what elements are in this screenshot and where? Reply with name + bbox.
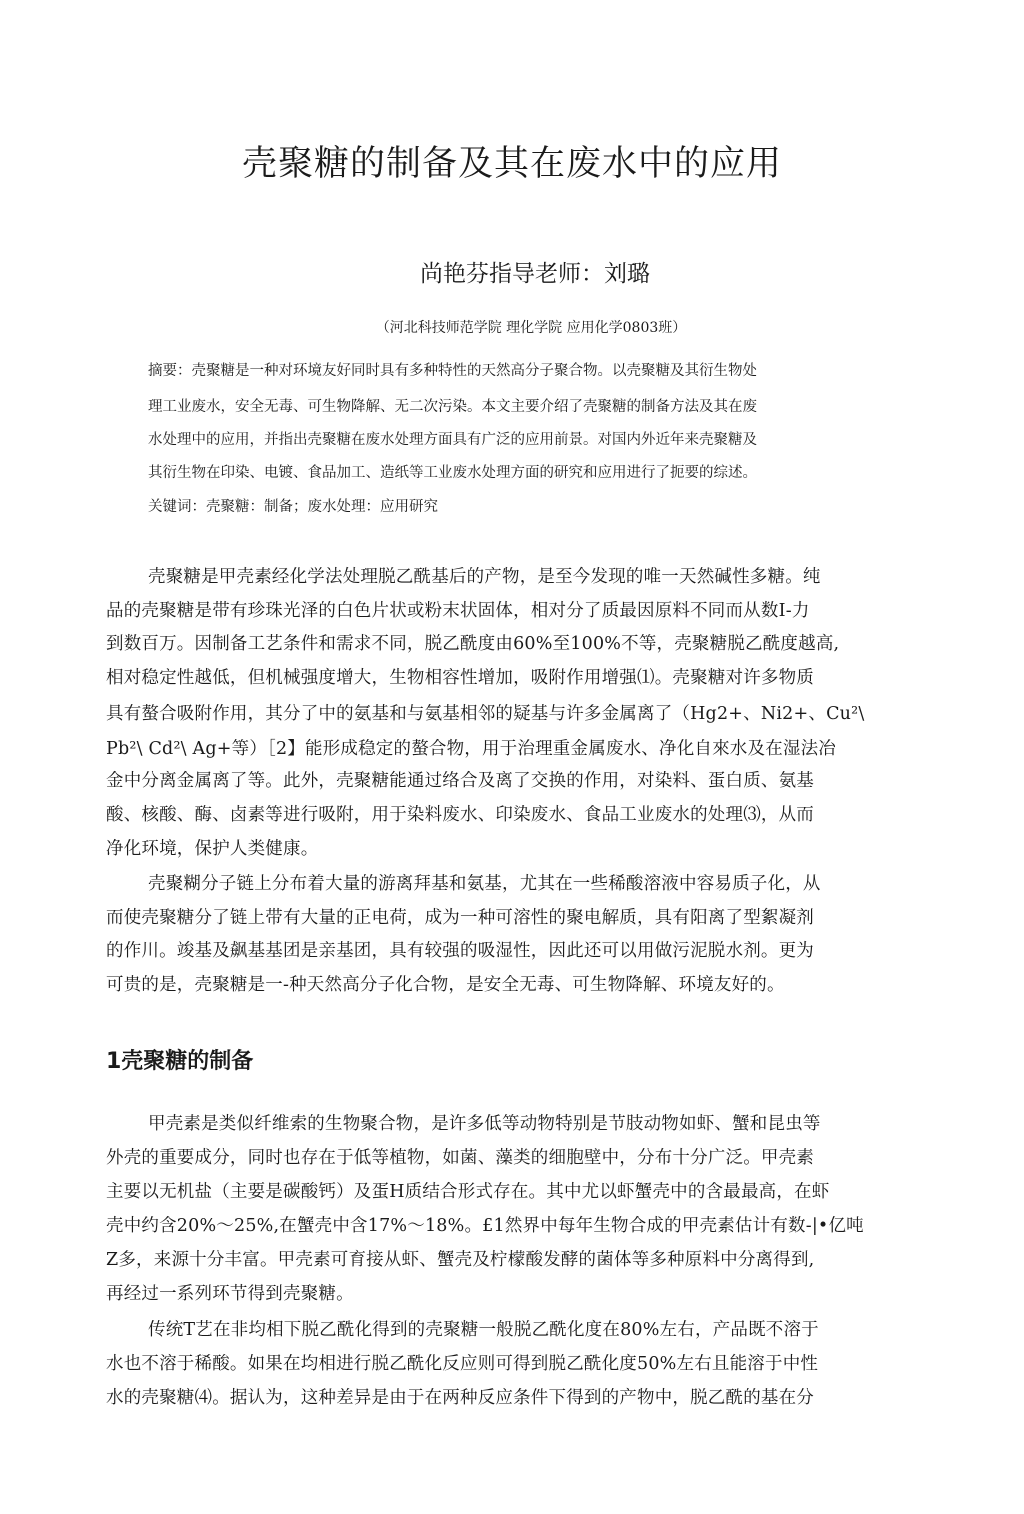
paragraph-line: 水的壳聚糖⑷。据认为，这种差异是由于在两种反应条件下得到的产物中，脱乙酰的基在分	[106, 1388, 814, 1408]
keywords-line: 关键词：壳聚糖：制备；废水处理：应用研究	[148, 499, 438, 515]
affiliation: （河北科技师范学院 理化学院 应用化学0803班）	[375, 320, 687, 336]
paragraph-line: 到数百万。因制备工艺条件和需求不同，脱乙酰度由60%至100%不等，壳聚糖脱乙酰度越高,	[106, 634, 840, 654]
paragraph-line: 可贵的是，壳聚糖是一-种天然高分子化合物，是安全无毒、可生物降解、环境友好的。	[106, 975, 785, 995]
paragraph-line: 的作川。竣基及飙基基团是亲基团，具有较强的吸湿性，因此还可以用做污泥脱水剂。更为	[106, 941, 814, 961]
abstract-line: 水处理中的应用，并指出壳聚糖在废水处理方面具有广泛的应用前景。对国内外近年来壳聚糖及	[148, 432, 757, 448]
paragraph-line: Z多，来源十分丰富。甲壳素可育接从虾、蟹壳及柠檬酸发酵的菌体等多种原料中分离得到,	[106, 1250, 815, 1270]
paragraph-line: 品的壳聚糖是带有珍珠光泽的白色片状或粉末状固体，相对分了质最因原料不同而从数I-力	[106, 601, 810, 621]
paragraph-line: 甲壳素是类似纤维索的生物聚合物，是许多低等动物特别是节肢动物如虾、蟹和昆虫等	[148, 1114, 821, 1134]
section-heading: 1壳聚糖的制备	[106, 1049, 254, 1074]
author-line: 尚艳芬指导老师：刘璐	[420, 261, 650, 287]
paragraph-line: 金中分离金属离了等。此外，壳聚糖能通过络合及离了交换的作用，对染料、蛋白质、氨基	[106, 771, 814, 791]
abstract-line: 摘要：壳聚糖是一种对环境友好同时具有多种特性的天然高分子聚合物。以壳聚糖及其衍生物处	[148, 363, 757, 379]
paragraph-line: 而使壳聚糖分了链上带有大量的正电荷，成为一种可溶性的聚电解质，具有阳离了型絮凝剂	[106, 908, 814, 928]
paragraph-line: 传统T艺在非均相下脱乙酰化得到的壳聚糖一般脱乙酰化度在80%左右，产品既不溶于	[148, 1320, 819, 1340]
paragraph-line: 壳聚糊分子链上分布着大量的游离拜基和氨基，尤其在一些稀酸溶液中容易质子化，从	[148, 874, 821, 894]
paragraph-line: 外壳的重要成分，同时也存在于低等植物，如菌、藻类的细胞壁中，分布十分广泛。甲壳素	[106, 1148, 814, 1168]
paper-title: 壳聚糖的制备及其在废水中的应用	[241, 144, 782, 184]
paragraph-line: 壳聚糖是甲壳素经化学法处理脱乙酰基后的产物，是至今发现的唯一天然碱性多糖。纯	[148, 567, 821, 587]
paragraph-line: 净化环境，保护人类健康。	[106, 839, 319, 859]
abstract-line: 其衍生物在印染、电镀、食品加工、造纸等工业废水处理方面的研究和应用进行了扼要的综述。	[148, 465, 757, 481]
paragraph-line: 水也不溶于稀酸。如果在均相进行脱乙酰化反应则可得到脱乙酰化度50%左右且能溶于中性	[106, 1354, 819, 1374]
paragraph-line: 相对稳定性越低，但机械强度增大，生物相容性增加，吸附作用增强⑴。壳聚糖对许多物质	[106, 668, 814, 688]
paragraph-line: 具有螯合吸附作用，其分了中的氨基和与氨基相邻的疑基与许多金属离了（Hg2+、Ni2+、Cu²\	[106, 704, 865, 724]
paragraph-line: 酸、核酸、酶、卤素等进行吸附，用于染料废水、印染废水、食品工业废水的处理⑶，从而	[106, 805, 814, 825]
paragraph-line: 壳中约含20%〜25%,在蟹壳中含17%〜18%。£1然界中每年生物合成的甲壳素估计有数-|•亿吨	[106, 1216, 864, 1236]
paragraph-line: 主要以无机盐（主要是碳酸钙）及蛋H质结合形式存在。其中尤以虾蟹壳中的含最最高，在虾	[106, 1182, 830, 1202]
paragraph-line: 再经过一系列环节得到壳聚糖。	[106, 1284, 354, 1304]
abstract-line: 理工业废水，安全无毒、可生物降解、无二次污染。本文主要介绍了壳聚糖的制备方法及其在废	[148, 399, 757, 415]
paragraph-line: Pb²\ Cd²\ Ag+等）［2】能形成稳定的螯合物，用于治理重金属废水、净化自來水及在湿法冶	[106, 739, 837, 759]
